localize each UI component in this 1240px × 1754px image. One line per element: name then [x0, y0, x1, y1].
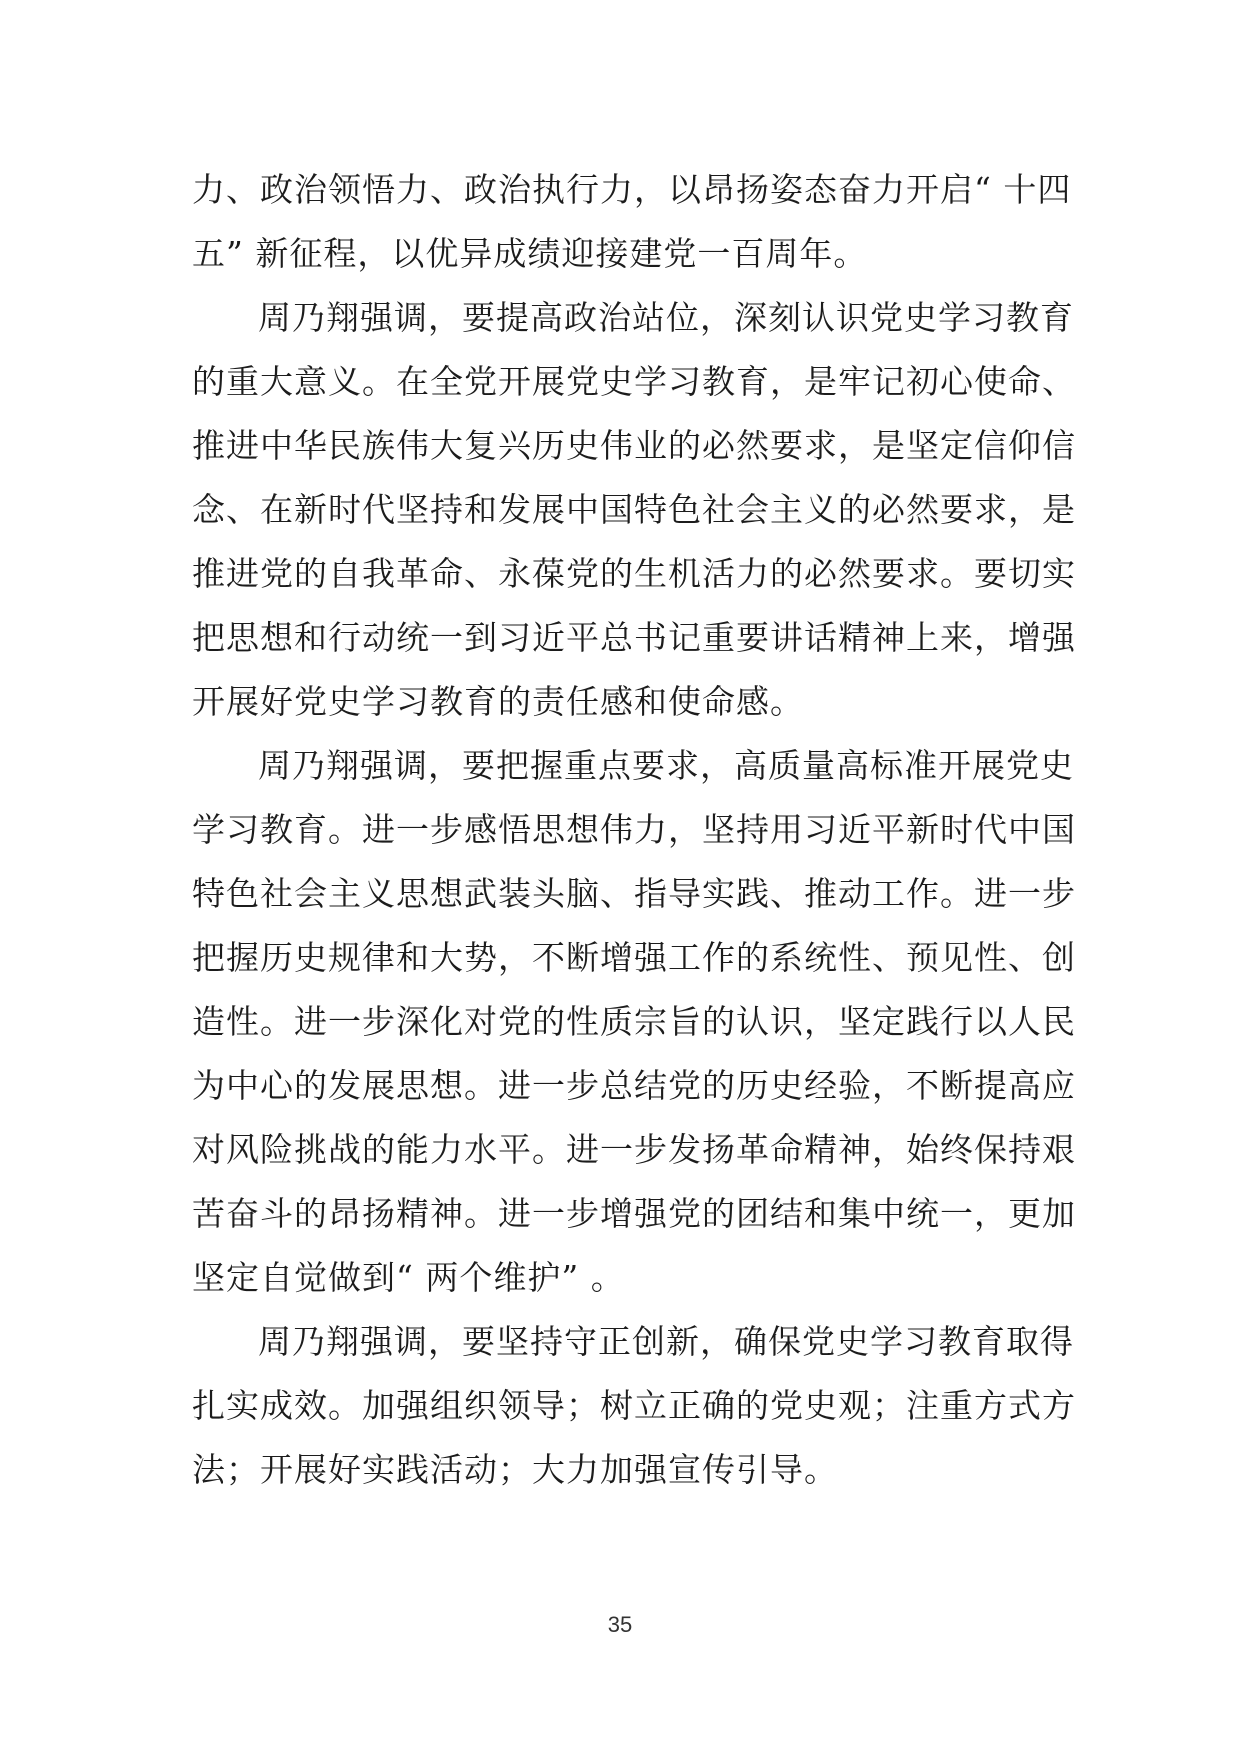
- paragraph-4: [192, 1310, 1076, 1502]
- text-line: 法；开展好实践活动；大力加强宣传引导。: [192, 1450, 838, 1489]
- text-line: 念、在新时代坚持和发展中国特色社会主义的必然要求，是: [192, 490, 1076, 529]
- text-line: 周乃翔强调，要把握重点要求，高质量高标准开展党史: [258, 746, 1074, 785]
- text-line: 学习教育。进一步感悟思想伟力，坚持用习近平新时代中国: [192, 810, 1076, 849]
- text-line: 对风险挑战的能力水平。进一步发扬革命精神，始终保持艰: [192, 1130, 1076, 1169]
- paragraph-2: [192, 286, 1076, 734]
- text-line: 的重大意义。在全党开展党史学习教育，是牢记初心使命、: [192, 362, 1076, 401]
- text-line: 造性。进一步深化对党的性质宗旨的认识，坚定践行以人民: [192, 1002, 1076, 1041]
- text-line: 开展好党史学习教育的责任感和使命感。: [192, 682, 804, 721]
- text-line: 力、政治领悟力、政治执行力，以昂扬姿态奋力开启“ 十四: [192, 170, 1072, 209]
- text-line: 坚定自觉做到“ 两个维护” 。: [192, 1258, 625, 1297]
- paragraph-1: [192, 158, 1072, 286]
- text-line: 周乃翔强调，要提高政治站位，深刻认识党史学习教育: [258, 298, 1074, 337]
- text-line: 把思想和行动统一到习近平总书记重要讲话精神上来，增强: [192, 618, 1076, 657]
- paragraph-3: [192, 734, 1076, 1310]
- text-line: 周乃翔强调，要坚持守正创新，确保党史学习教育取得: [258, 1322, 1074, 1361]
- text-line: 推进中华民族伟大复兴历史伟业的必然要求，是坚定信仰信: [192, 426, 1076, 465]
- body-text: [192, 158, 1076, 1502]
- text-line: 扎实成效。加强组织领导；树立正确的党史观；注重方式方: [192, 1386, 1076, 1425]
- text-line: 推进党的自我革命、永葆党的生机活力的必然要求。要切实: [192, 554, 1076, 593]
- text-line: 把握历史规律和大势，不断增强工作的系统性、预见性、创: [192, 938, 1076, 977]
- page-number: 35: [607, 1612, 633, 1637]
- text-line: 为中心的发展思想。进一步总结党的历史经验，不断提高应: [192, 1066, 1076, 1105]
- text-line: 特色社会主义思想武装头脑、指导实践、推动工作。进一步: [192, 874, 1076, 913]
- text-line: 苦奋斗的昂扬精神。进一步增强党的团结和集中统一，更加: [192, 1194, 1076, 1233]
- text-line: 五” 新征程，以优异成绩迎接建党一百周年。: [192, 234, 868, 273]
